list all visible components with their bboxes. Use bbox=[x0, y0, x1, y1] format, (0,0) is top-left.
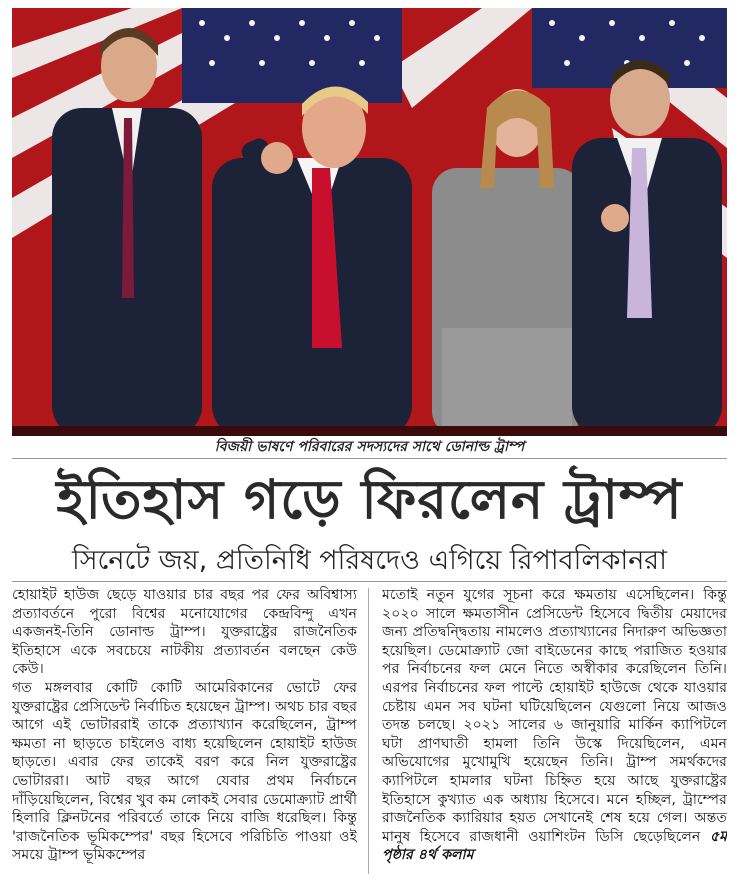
article-text: মতোই নতুন যুগের সূচনা করে ক্ষমতায় এসেছিলেন। কিন্তু ২০২০ সালে ক্ষমতাসীন প্রেসিডেন্ট হিসেবে দ্বিতীয় মেয়াদের জন্য প্রতিদ্বন্দ্বিতায় নামলেও প্রত্যাখ্যানের নিদারুণ অভিজ্ঞতা হয়েছিল। ডেমোক্র্যাট জো বাইডেনের কাছে পরাজিত হওয়ার পর নির্বাচনের ফল মেনে নিতে অস্বীকার করেছিলেন তিনি। এরপর নির্বাচনের ফল পাল্টে হোয়াইট হাউজে থেকে যাওয়ার চেষ্টায় এমন সব ঘটনা ঘটিয়েছিলেন যেগুলো নিয়ে আজও তদন্ত চলছে। ২০২১ সালের ৬ জানুয়ারি মার্কিন ক্যাপিটলে ঘটা প্রাণঘাতী হামলা তিনি উস্কে দিয়েছিলেন, এমন অভিযোগের মুখোমুখি হয়েছেন তিনি। ট্রাম্প সমর্থকদের ক্যাপিটলে হামলার ঘটনা চিহ্নিত হয়ে আছে যুক্তরাষ্ট্রের ইতিহাসে কুখ্যাত এক অধ্যায় হিসেবে। মনে হচ্ছিল, ট্রাম্পের রাজনৈতিক ক্যারিয়ার হয়ত সেখানেই শেষ হয়ে গেল। অন্তত মানুষ হিসেবে রাজধানী ওয়াশিংটন ডিসি ছেড়েছিলেন bbox=[382, 587, 727, 845]
continued-on-link[interactable]: ৫ম পৃষ্ঠার ৪র্থ কলাম bbox=[382, 828, 727, 864]
article-paragraph: হোয়াইট হাউজ ছেড়ে যাওয়ার চার বছর পর ফের অবিশ্বাস্য প্রত্যাবর্তনে পুরো বিশ্বের মনোযোগের কেন্দ্রবিন্দু এখন একজনই-তিনি ডোনাল্ড ট্রাম্প। যুক্তরাষ্ট্রের রাজনৈতিক ইতিহাসে একে সবচেয়ে নাটকীয় প্রত্যাবর্তন বলছেন কেউ কেউ। bbox=[12, 587, 357, 678]
column-divider bbox=[368, 588, 369, 874]
subheadline: সিনেটে জয়, প্রতিনিধি পরিষদেও এগিয়ে রিপাবলিকানরা bbox=[71, 545, 667, 576]
photo-illustration bbox=[12, 8, 727, 436]
article-paragraph: গত মঙ্গলবার কোটি কোটি আমেরিকানের ভোটে ফের যুক্তরাষ্ট্রের প্রেসিডেন্ট নির্বাচিত হয়েছেন ট্রাম্প। অথচ চার বছর আগে এই ভোটাররাই তাকে প্রত্যাখ্যান করেছিলেন, ট্রাম্প ক্ষমতা না ছাড়তে চাইলেও বাধ্য হয়েছিলেন হোয়াইট হাউজ ছাড়তে। এবার ফের তাকেই বরণ করে নিল যুক্তরাষ্ট্রের ভোটাররা। আট বছর আগে যেবার প্রথম নির্বাচনে দাঁড়িয়েছিলেন, বিশ্বের খুব কম লোকই সেবার ডেমোক্র্যাট প্রার্থী হিলারি ক্লিনটনের পরিবর্তে তাকে নিয়ে বাজি ধরেছিল। কিন্তু 'রাজনৈতিক ভূমিকম্পের' বছর হিসেবে পরিচিতি পাওয়া ওই সময়ে ট্রাম্প ভূমিকম্পের bbox=[12, 679, 357, 864]
article-paragraph bbox=[382, 586, 727, 865]
headline: ইতিহাস গড়ে ফিরলেন ট্রাম্প bbox=[56, 468, 683, 531]
stage-edge bbox=[12, 426, 727, 436]
divider-rule bbox=[12, 458, 727, 459]
divider-rule bbox=[12, 581, 727, 582]
article-column-right bbox=[382, 586, 727, 876]
news-photo bbox=[12, 8, 727, 436]
photo-caption: বিজয়ী ভাষণে পরিবারের সদস্যদের সাথে ডোনাল্ড ট্রাম্প bbox=[214, 439, 525, 455]
article-column-left bbox=[12, 586, 357, 876]
